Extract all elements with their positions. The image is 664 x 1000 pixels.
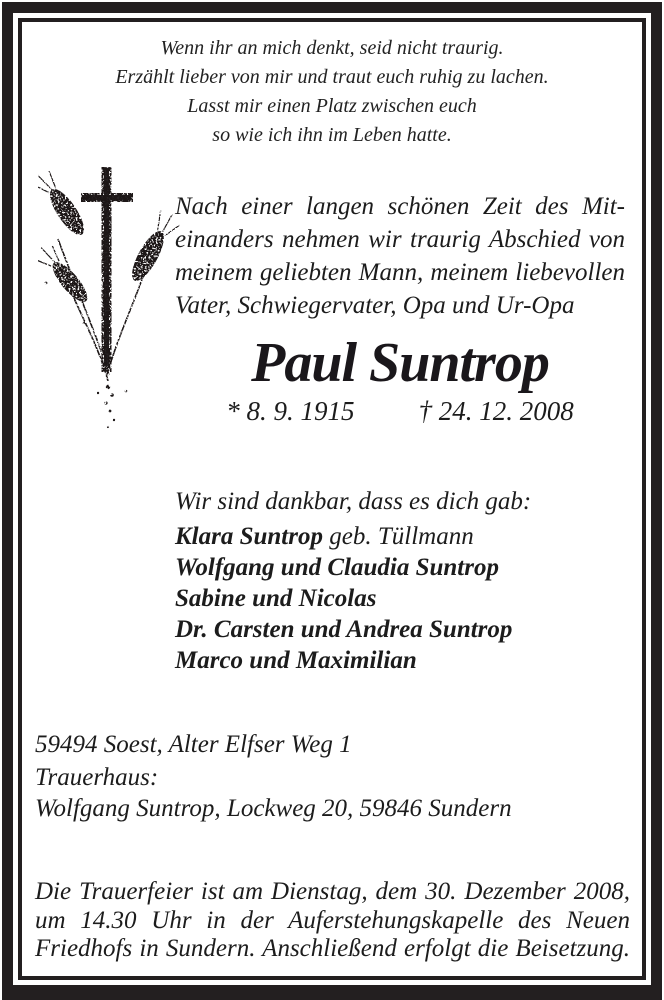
family-member-name: Wolfgang und Claudia Suntrop <box>175 554 499 581</box>
memorial-quote-line: Wenn ihr an mich denkt, seid nicht traurig. <box>160 37 504 59</box>
mourning-house-address: Wolfgang Suntrop, Lockweg 20, 59846 Sundern <box>35 795 512 822</box>
announcement-line: Vater, Schwiegervater, Opa und Ur-Opa <box>175 292 575 319</box>
family-member <box>175 614 645 645</box>
home-address: 59494 Soest, Alter Elfser Weg 1 <box>35 731 352 758</box>
funeral-details-line: Friedhofs in Sundern. Anschließend erfolgt die Beisetzung. <box>35 935 630 962</box>
deceased-name: Paul Suntrop <box>251 332 549 394</box>
family-member <box>175 645 645 676</box>
funeral-details-line: um 14.30 Uhr in der Auferstehungskapelle des Neuen <box>35 906 630 934</box>
life-dates <box>175 396 625 426</box>
family-member <box>175 552 645 583</box>
cross-wheat-icon <box>38 163 184 433</box>
memorial-quote <box>22 34 642 150</box>
gratitude-line: Wir sind dankbar, dass es dich gab: <box>175 488 532 515</box>
birth-date: * 8. 9. 1915 <box>226 396 355 426</box>
obituary-content <box>22 22 642 976</box>
memorial-quote-line: so wie ich ihn im Leben hatte. <box>212 124 452 146</box>
family-member-name: Dr. Carsten und Andrea Suntrop <box>175 616 513 643</box>
family-list <box>175 521 645 676</box>
family-member-name: Sabine und Nicolas <box>175 585 377 612</box>
notice-frame-outer <box>2 2 662 1000</box>
announcement-line: einanders nehmen wir traurig Abschied von <box>175 226 625 253</box>
family-member <box>175 583 645 614</box>
address-block <box>35 729 635 824</box>
family-member-name: Klara Suntrop <box>175 523 323 550</box>
death-date: † 24. 12. 2008 <box>418 396 574 426</box>
funeral-details-line: Die Trauerfeier ist am Dienstag, dem 30. Dezember 2008, <box>35 878 630 905</box>
family-member-suffix: geb. Tüllmann <box>323 523 474 550</box>
funeral-details <box>35 878 630 964</box>
announcement-line: meinem geliebten Mann, meinem liebevollen <box>175 259 625 286</box>
cross-and-wheat-illustration <box>38 163 184 433</box>
mourning-house-label: Trauerhaus: <box>35 764 159 791</box>
notice-frame-inner <box>18 18 646 980</box>
family-member <box>175 521 645 552</box>
announcement-text <box>175 190 625 322</box>
announcement-line: Nach einer langen schönen Zeit des Mit- <box>175 193 625 220</box>
memorial-quote-line: Erzählt lieber von mir und traut euch ruhig zu lachen. <box>115 66 549 88</box>
memorial-quote-line: Lasst mir einen Platz zwischen euch <box>187 95 477 117</box>
family-member-name: Marco und Maximilian <box>175 647 417 674</box>
